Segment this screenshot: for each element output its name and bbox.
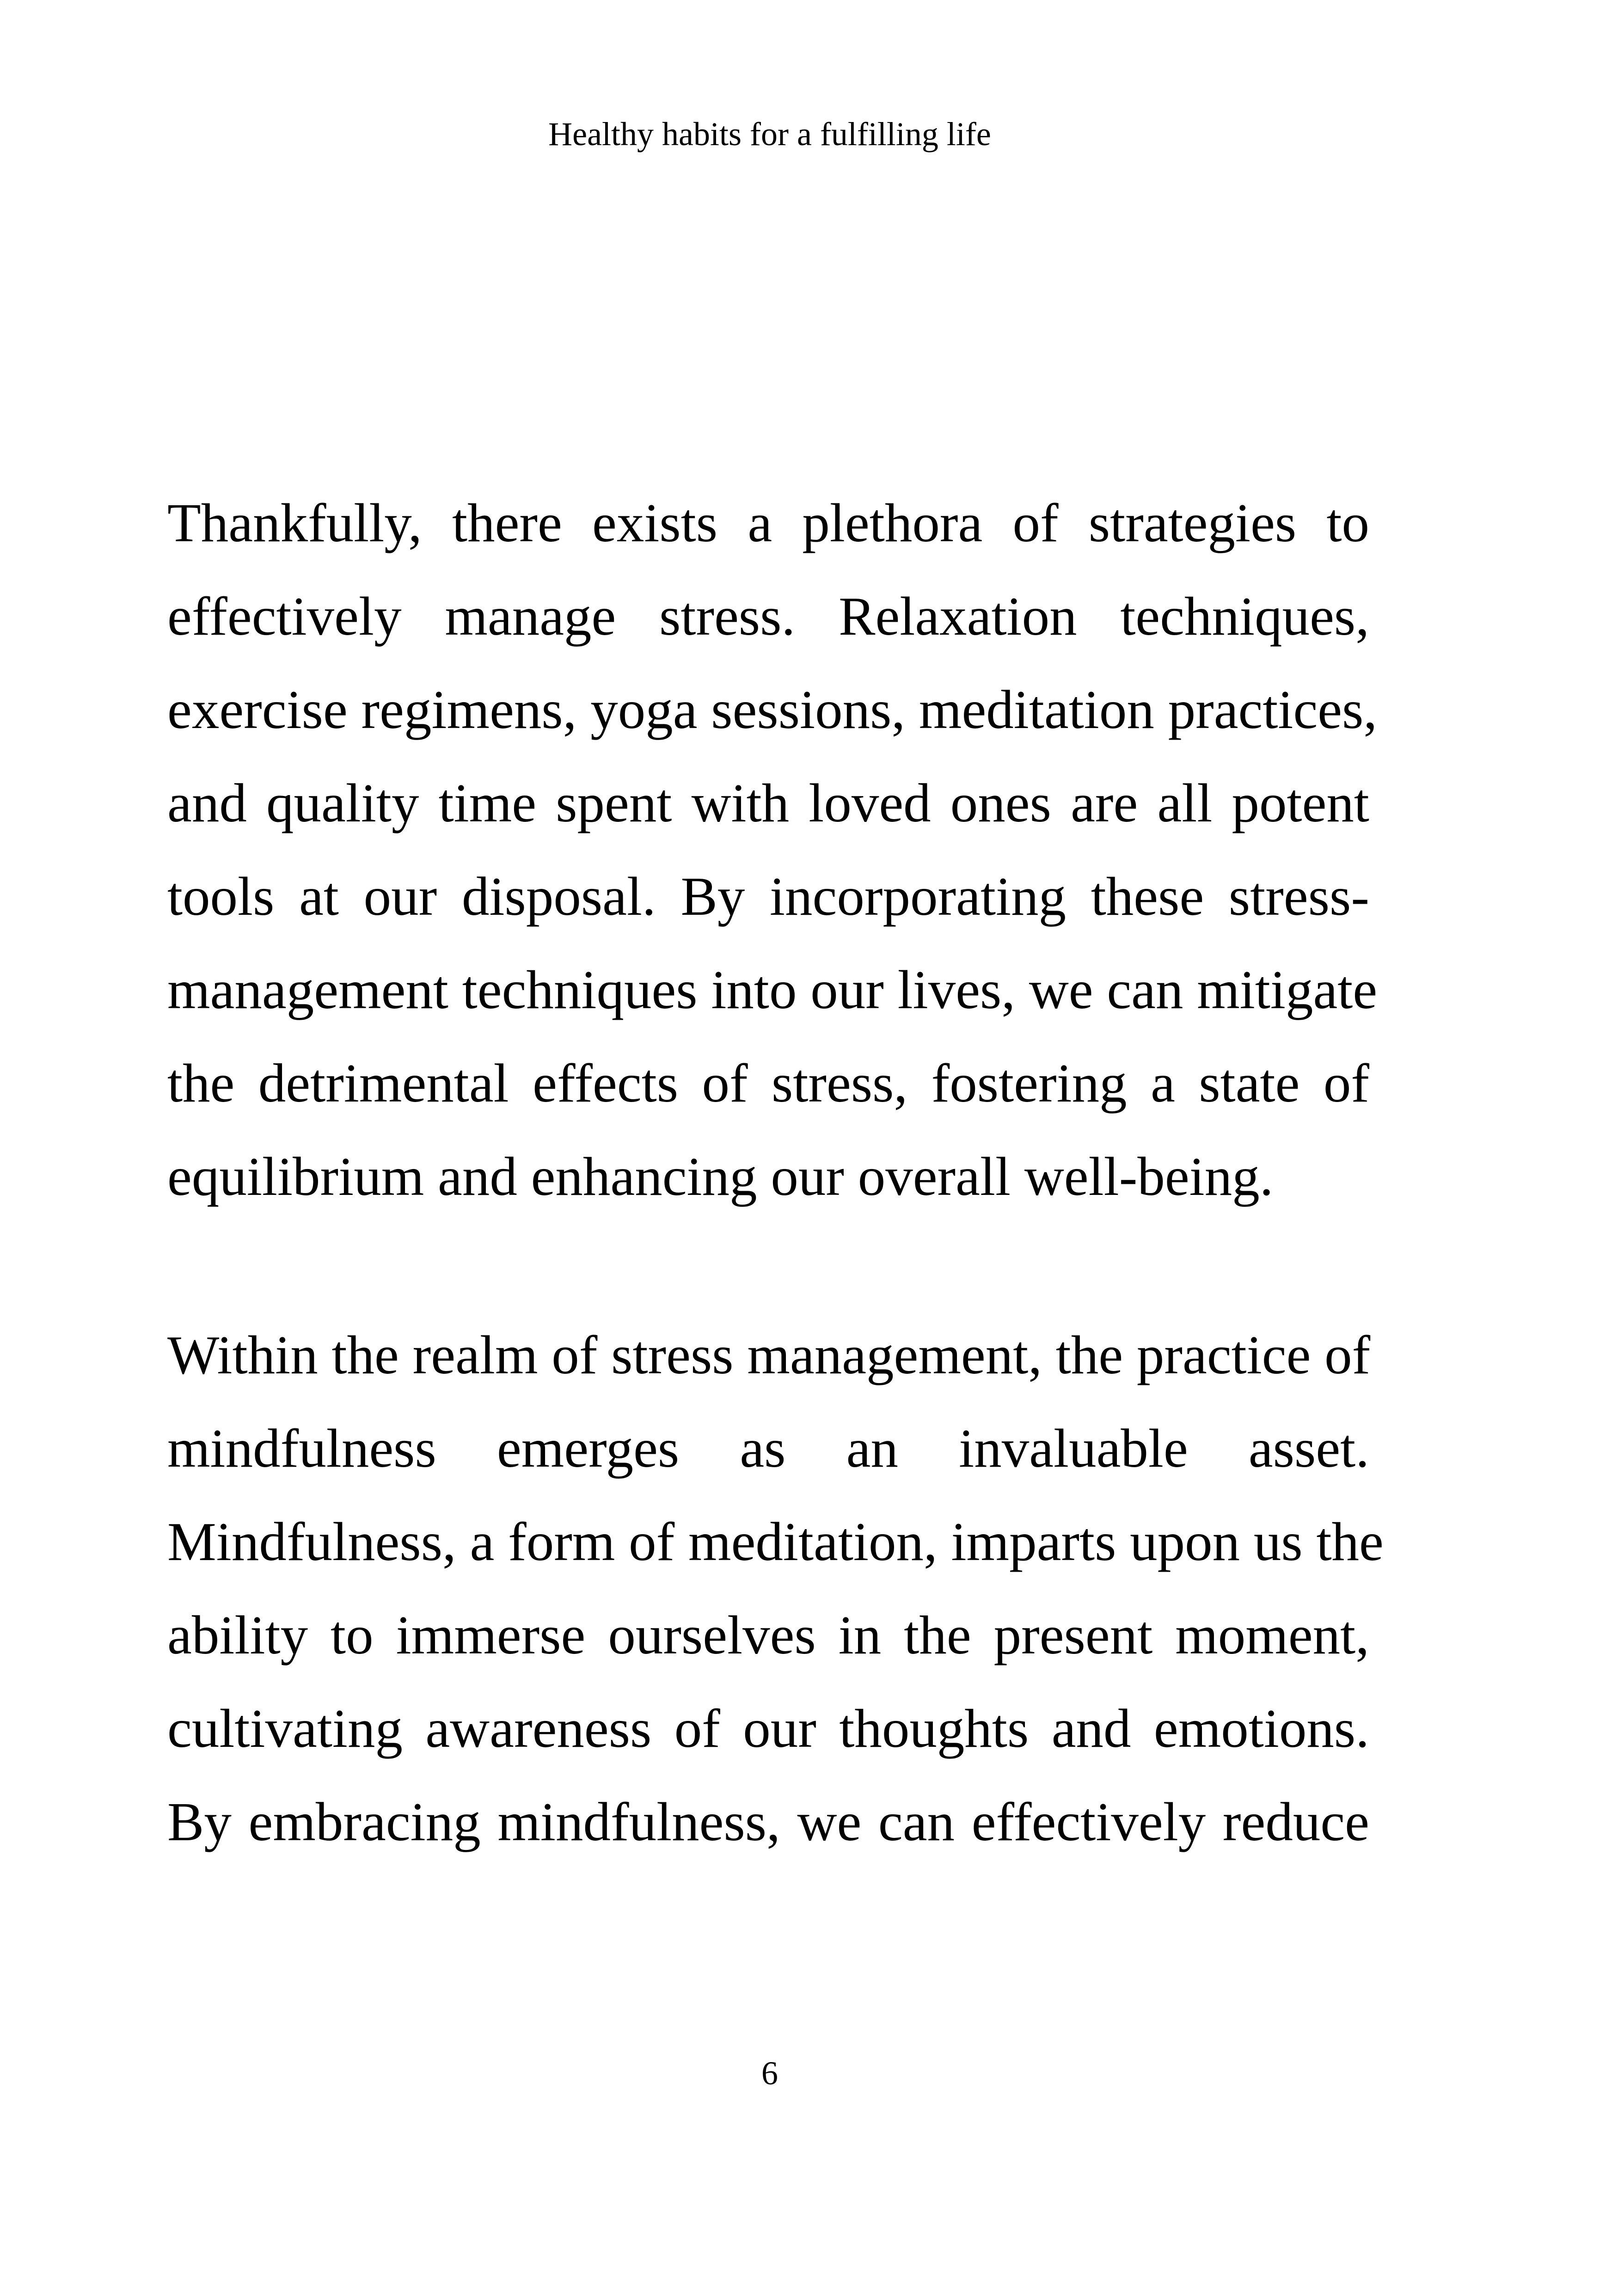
- page-number: 6: [761, 2055, 778, 2092]
- text-line: Within the realm of stress management, the practice of: [167, 1324, 1371, 1385]
- paragraph-mindfulness: [167, 1308, 1384, 1868]
- text-line: equilibrium and enhancing our overall well-being.: [167, 1146, 1274, 1207]
- text-line: Mindfulness, a form of meditation, imparts upon us the: [167, 1511, 1384, 1572]
- text-line: management techniques into our lives, we can mitigate: [167, 959, 1378, 1020]
- text-line: mindfulness emerges as an invaluable asset.: [167, 1418, 1369, 1479]
- text-line: By embracing mindfulness, we can effectively reduce: [167, 1791, 1369, 1852]
- text-line: Thankfully, there exists a plethora of strategies to: [167, 492, 1369, 553]
- text-line: ability to immerse ourselves in the present moment,: [167, 1604, 1369, 1665]
- text-line: tools at our disposal. By incorporating these stress-: [167, 866, 1369, 927]
- running-header: Healthy habits for a fulfilling life: [548, 116, 991, 153]
- text-line: the detrimental effects of stress, fostering a state of: [167, 1053, 1369, 1114]
- text-line: and quality time spent with loved ones are all potent: [167, 772, 1369, 833]
- paragraph-stress-strategies: [167, 476, 1378, 1223]
- text-line: cultivating awareness of our thoughts and emotions.: [167, 1698, 1369, 1759]
- text-line: effectively manage stress. Relaxation techniques,: [167, 586, 1369, 647]
- text-line: exercise regimens, yoga sessions, meditation practices,: [167, 679, 1378, 740]
